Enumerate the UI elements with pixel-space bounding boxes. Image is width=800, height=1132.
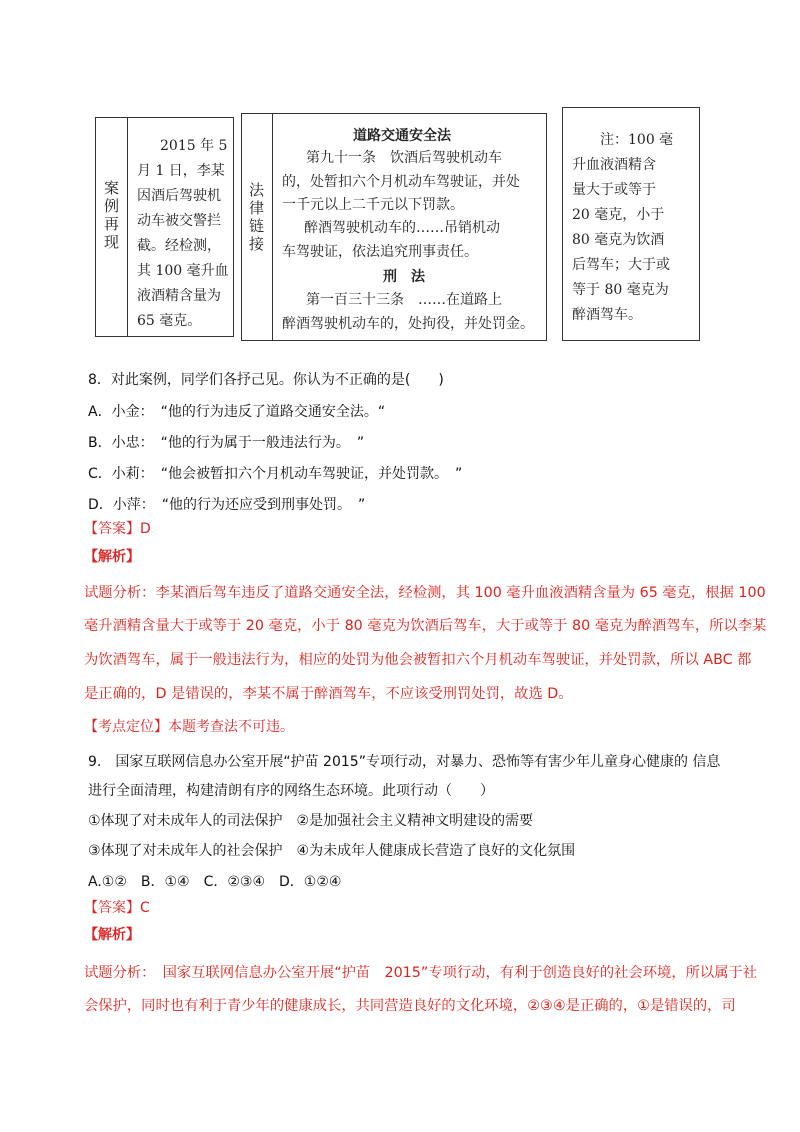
law-line: 车驾驶证，依法追究刑事责任。 bbox=[282, 244, 478, 260]
case-line: 其 100 毫升血 bbox=[137, 263, 229, 279]
answer: 【答案】C bbox=[84, 900, 150, 916]
note-line: 80 毫克为饮酒 bbox=[572, 232, 665, 248]
answer: 【答案】D bbox=[84, 521, 151, 537]
note-line: 醉酒驾车。 bbox=[572, 307, 642, 323]
case-line: 动车被交警拦 bbox=[137, 213, 221, 229]
analysis-line: 试题分析：李某酒后驾车违反了道路交通安全法，经检测，其 100 毫升血液酒精含量为 65 毫克，根据 100 bbox=[84, 585, 766, 601]
case-line: 截。经检测， bbox=[137, 238, 221, 254]
case-box-divider bbox=[127, 117, 128, 336]
note-line: 升血液酒精含 bbox=[572, 157, 656, 173]
option-d: D．小萍： “他的行为还应受到刑事处罚。 ” bbox=[88, 497, 366, 513]
case-line: 因酒后驾驶机 bbox=[137, 188, 221, 204]
law-line: 的，处暂扣六个月机动车驾驶证，并处 bbox=[282, 174, 520, 190]
law-line: 醉酒驾驶机动车的，处拘役，并处罚金。 bbox=[282, 316, 534, 332]
law-line: 一千元以上二千元以下罚款。 bbox=[282, 197, 464, 213]
law-line: 第一百三十三条 ……在道路上 bbox=[306, 292, 502, 308]
option-a: A．小金： “他的行为违反了道路交通安全法。“ bbox=[88, 404, 386, 420]
case-line: 月 1 日，李某 bbox=[137, 163, 225, 179]
option-b: B．小忠： “他的行为属于一般违法行为。 ” bbox=[88, 435, 365, 451]
law-title: 刑 法 bbox=[383, 269, 425, 285]
question-stem: 8．对此案例，同学们各抒己见。你认为不正确的是( ) bbox=[88, 372, 444, 388]
option-c: C．小莉： “他会被暂扣六个月机动车驾驶证，并处罚款。 ” bbox=[88, 466, 463, 482]
note-line: 注：100 毫 bbox=[600, 132, 674, 148]
analysis-line: 会保护，同时也有利于青少年的健康成长，共同营造良好的文化环境，②③④是正确的，①是错误的，司 bbox=[84, 998, 736, 1014]
law-box-divider bbox=[272, 113, 273, 340]
knowledge-point: 【考点定位】本题考查法不可违。 bbox=[84, 719, 294, 735]
analysis-tag: 【解析】 bbox=[84, 927, 140, 943]
question-stem: 9. 国家互联网信息办公室开展“护苗 2015”专项行动，对暴力、恐怖等有害少年儿童身心健康的 信息 bbox=[88, 754, 721, 770]
statements: ③体现了对未成年人的社会保护 ④为未成年人健康成长营造了良好的文化氛围 bbox=[88, 843, 576, 859]
case-line: 65 毫克。 bbox=[137, 313, 202, 329]
statements: ①体现了对未成年人的司法保护 ②是加强社会主义精神文明建设的需要 bbox=[88, 813, 534, 829]
options: A.①② B．①④ C．②③④ D．①②④ bbox=[88, 874, 342, 890]
law-label: 法律链接 bbox=[247, 182, 265, 254]
note-line: 后驾车；大于或 bbox=[572, 257, 670, 273]
law-title: 道路交通安全法 bbox=[353, 128, 451, 144]
analysis-line: 为饮酒驾车，属于一般违法行为，相应的处罚为他会被暂扣六个月机动车驾驶证，并处罚款，所以 ABC 都 bbox=[84, 652, 752, 668]
law-line: 第九十一条 饮酒后驾驶机动车 bbox=[306, 150, 502, 166]
analysis-line: 是正确的，D 是错误的，李某不属于醉酒驾车，不应该受刑罚处罚，故选 D。 bbox=[84, 686, 573, 702]
note-line: 20 毫克，小于 bbox=[572, 207, 665, 223]
question-stem: 进行全面清理，构建清朗有序的网络生态环境。此项行动（ ） bbox=[88, 783, 494, 799]
analysis-line: 毫升酒精含量大于或等于 20 毫克，小于 80 毫克为饮酒后驾车，大于或等于 80 毫克为醉酒驾车，所以李某 bbox=[84, 618, 767, 634]
note-line: 等于 80 毫克为 bbox=[572, 282, 669, 298]
case-label: 案例再现 bbox=[102, 180, 120, 252]
law-line: 醉酒驾驶机动车的……吊销机动 bbox=[290, 220, 500, 236]
note-line: 量大于或等于 bbox=[572, 182, 656, 198]
analysis-line: 试题分析： 国家互联网信息办公室开展“护苗 2015”专项行动，有利于创造良好的社会环境，所以属于社 bbox=[84, 965, 758, 981]
case-line: 液酒精含量为 bbox=[137, 288, 221, 304]
analysis-tag: 【解析】 bbox=[84, 549, 140, 565]
case-line: 2015 年 5 bbox=[160, 138, 228, 154]
